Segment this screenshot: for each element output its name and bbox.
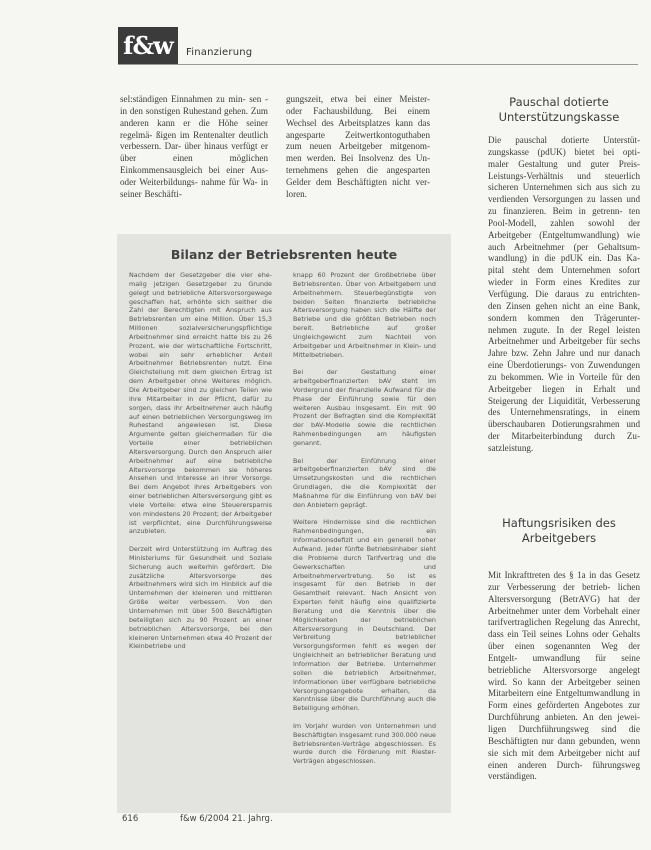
paragraph: Die pauschal dotierte Unterstüt- zungskasse (pdUK) bietet bei opti- maler Gestaltung und guter Preis- Leistungs-Verhältnis und steuerlich sicheren Unternehmen sich aus sich zu verdienden Versorgungen zu lassen und zu finanzieren. Beim in getrenn- ten Pool-Modell, zahlen sowohl der Arbeitgeber (Entgeltumwandlung) wie auch Arbeitnehmer (per Gehaltsum- wandlung) in die pdUK ein. Das Ka- pital steht dem Unternehmen sofort wieder in Form eines Kredites zur Verfügung. Die daraus zu entrichten- den Zinsen gehen nicht an eine Bank, sondern kommen den Trägerunter- nehmen zugute. In der Regel leisten Arbeitnehmer und Arbeitgeber für sechs Jahre bzw. Zehn Jahre und nur danach eine Überdotierungs- von Zuwendungen zu bekommen. Wie in Vorteile für den Arbeitgeber liegen in Erhalt und Steigerung der Liquidität, Verbesserung des Unternehmensratings, in einem überschaubaren Dotierungsrahmen und der Mitarbeiterbindung durch Zu- satzleistung.: [488, 135, 640, 453]
paragraph: Bei der Gestaltung einer arbeitgeberfinanzierten bAV steht im Vordergrund der finanzielle Aufwand für die Phase der Einführung sowie für den weiteren Ausbau insgesamt. Ein mit 90 Prozent der Befragten sind die Komplexität der bAV-Modelle sowie die rechtlichen Rahmenbedingungen am häufigsten genannt.: [293, 368, 436, 447]
paragraph: Weitere Hindernisse sind die rechtlichen Rahmenbedingungen, ein Informationsdefizit und ein generell hoher Aufwand. Jeder fünfte Betriebsinhaber sieht die Probleme durch Tarifvertrag und die Gewerkschaften und Arbeitnehmervertretung. So ist es insgesamt für den Betrieb in der Gesamtheit relevant. Nach Ansicht von Experten fehlt häufig eine qualifizierte Beratung und die Kenntnis über die Möglichkeiten der betrieblichen Altersversorgung in Deutschland. Der Verbreitung betrieblicher Versorgungsformen fehlt es wegen der Ungleichheit an betrieblicher Beratung und Information der Betriebe. Unternehmer sollen die betrieblich Arbeitnehmer, Informationen über verfügbare betriebliche Versorgungsangebote erhalten, da Kenntnisse über die Durchführung auch die Beteiligung erhöhen.: [293, 518, 436, 713]
paragraph: Nachdem der Gesetzgeber die vier ehe- malig jetzigen Gesetzgeber zu Grunde gelegt und betriebliche Altersvorsorgewege geschaffen hat, erhöhte sich seither die Zahl der Berechtigten mit Anspruch aus Betriebsrenten um eine Million. Über 15,3 Millionen sozialversicherungspflichtige Arbeitnehmer sind erreicht hatte bis zu 26 Prozent, wie der wirtschaftliche Fortschritt, wobei ein sehr erheblicher Anteil Arbeitnehmer Betriebsrenten nutzt. Eine Gleichstellung mit dem gleichen Ertrag ist dem Arbeitgeber ohne Weiteres möglich. Die Arbeitgeber sind zu gleichen Teilen wie ihre Mitarbeiter in der Pflicht, dafür zu sorgen, dass ihr Arbeitnehmer auch häufig auf einen betrieblichen Versorgungsweg im Ruhestand angewiesen ist. Diese Argumente gelten gleichermaßen für die Vorteile einer betrieblichen Altersversorgung. Durch den Anspruch aller Arbeitnehmer auf eine betriebliche Altersvorsorge bekommen sie höheres Ansehen und Interesse an ihrer Vorsorge. Bei dem Angebot ihres Arbeitgebers von einer betrieblichen Altersversorgung gibt es viele Vorteile: etwa eine Steuerersparnis von mindestens 20 Prozent; der Arbeitgeber ist verpflichtet, eine Durchführungsweise anzubieten.: [129, 271, 272, 536]
page-number: 616: [122, 814, 139, 824]
section-label: Finanzierung: [186, 47, 253, 58]
subheading-pauschal-dotierte: Pauschal dotierte Unterstützungskasse: [498, 95, 620, 124]
column-right-text-2: [488, 570, 640, 783]
info-box-column-left: [129, 271, 272, 660]
column-right-text: [488, 135, 640, 455]
info-box: [117, 234, 451, 813]
paragraph: Bei der Einführung einer arbeitgeberfinanzierten bAV sind die Umsetzungskosten und die rechtlichen Grundlagen, die die Komplexität der Maßnahme für die Einführung von bAV bei den Anbietern geprägt.: [293, 456, 436, 509]
column-left-text: [120, 94, 268, 201]
column-middle-text: [286, 94, 430, 201]
paragraph: gungszeit, etwa bei einer Meister- oder Fachausbildung. Bei einem Wechsel des Arbeitsplatzes kann das angesparte Zeitwertkontoguthaben zum neuen Arbeitgeber mitgenom- men werden. Bei Insolvenz des Un- ternehmens gehen die angesparten Gelder dem Beschäftigten nicht ver- loren.: [286, 94, 430, 199]
issue-info: f&w 6/2004 21. Jahrg.: [180, 814, 273, 824]
paragraph: knapp 60 Prozent der Großbetriebe über Betriebsrenten. Über von Arbeitgebern und Arbeitnehmern. Steuerbegünstigte von beiden Seiten finanzierte betriebliche Altersversorgung haben sich die Hälfte der Betriebe und die größten Betrieben noch bereit. Betriebliche auf großer Ungleichgewicht zum Nachteil von Arbeitgeber und Arbeitnehmer in Klein- und Mittelbetrieben.: [293, 271, 436, 359]
info-box-title: Bilanz der Betriebsrenten heute: [170, 247, 398, 262]
info-box-column-right: [293, 271, 436, 775]
subheading-haftungsrisiken: Haftungsrisiken des Arbeitgebers: [502, 516, 616, 545]
paragraph: Im Vorjahr wurden von Unternehmen und Beschäftigten insgesamt rund 300.000 neue Betriebsrenten-Verträge abgeschlossen. Es wurde durch die Förderung mit Riester-Verträgen abgeschlossen.: [293, 721, 436, 766]
header-rule: [118, 64, 638, 65]
paragraph: Derzeit wird Unterstützung im Auftrag des Ministeriums für Gesundheit und Soziale Sicherung auch weiterhin gefördert. Die zusätzliche Altersvorsorge des Arbeitnehmers wird sich im Hinblick auf die Unternehmen der kleineren und mittleren Größe weiter verbessern. Von den Unternehmen mit über 500 Beschäftigten beteiligten sich zu 90 Prozent an einer betrieblichen Altersvorsorge, bei den kleineren Unternehmen etwa 40 Prozent der Kleinbetriebe und: [129, 545, 272, 651]
logo: f&w: [118, 27, 178, 65]
paragraph: Mit Inkrafttreten des § 1a in das Gesetz zur Verbesserung der betrieb- lichen Altersversorgung (BetrAVG) hat der Arbeitnehmer unter dem Vorbehalt einer tarifvertraglichen Regelung das Anrecht, dass ein Teil seines Lohns oder Gehalts über einen sogenannten Weg der Entgelt- umwandlung für seine betriebliche Altersvorsorge angelegt wird. So kann der Arbeitgeber seinen Mitarbeitern eine Entgeltumwandlung in Form eines geförderten Angebotes zur Durchführung anbieten. An den jewei- ligen Durchführungsweg sind die Beschäftigten nur dann gebunden, wenn sie sich mit dem Arbeitgeber nicht auf einen anderen Durch- führungsweg verständigen.: [488, 570, 640, 782]
paragraph: sel:ständigen Einnahmen zu min- sen - in den sonstigen Ruhestand gehen. Zum anderen kann er die Höhe seiner regelmä- ßigen im Rentenalter deutlich verbessern. Dar- über hinaus verfügt er über einen möglichen Einkommensausgleich bei einer Aus- oder Weiterbildungs- nahme für Wa- in seiner Beschäfti-: [120, 94, 268, 199]
